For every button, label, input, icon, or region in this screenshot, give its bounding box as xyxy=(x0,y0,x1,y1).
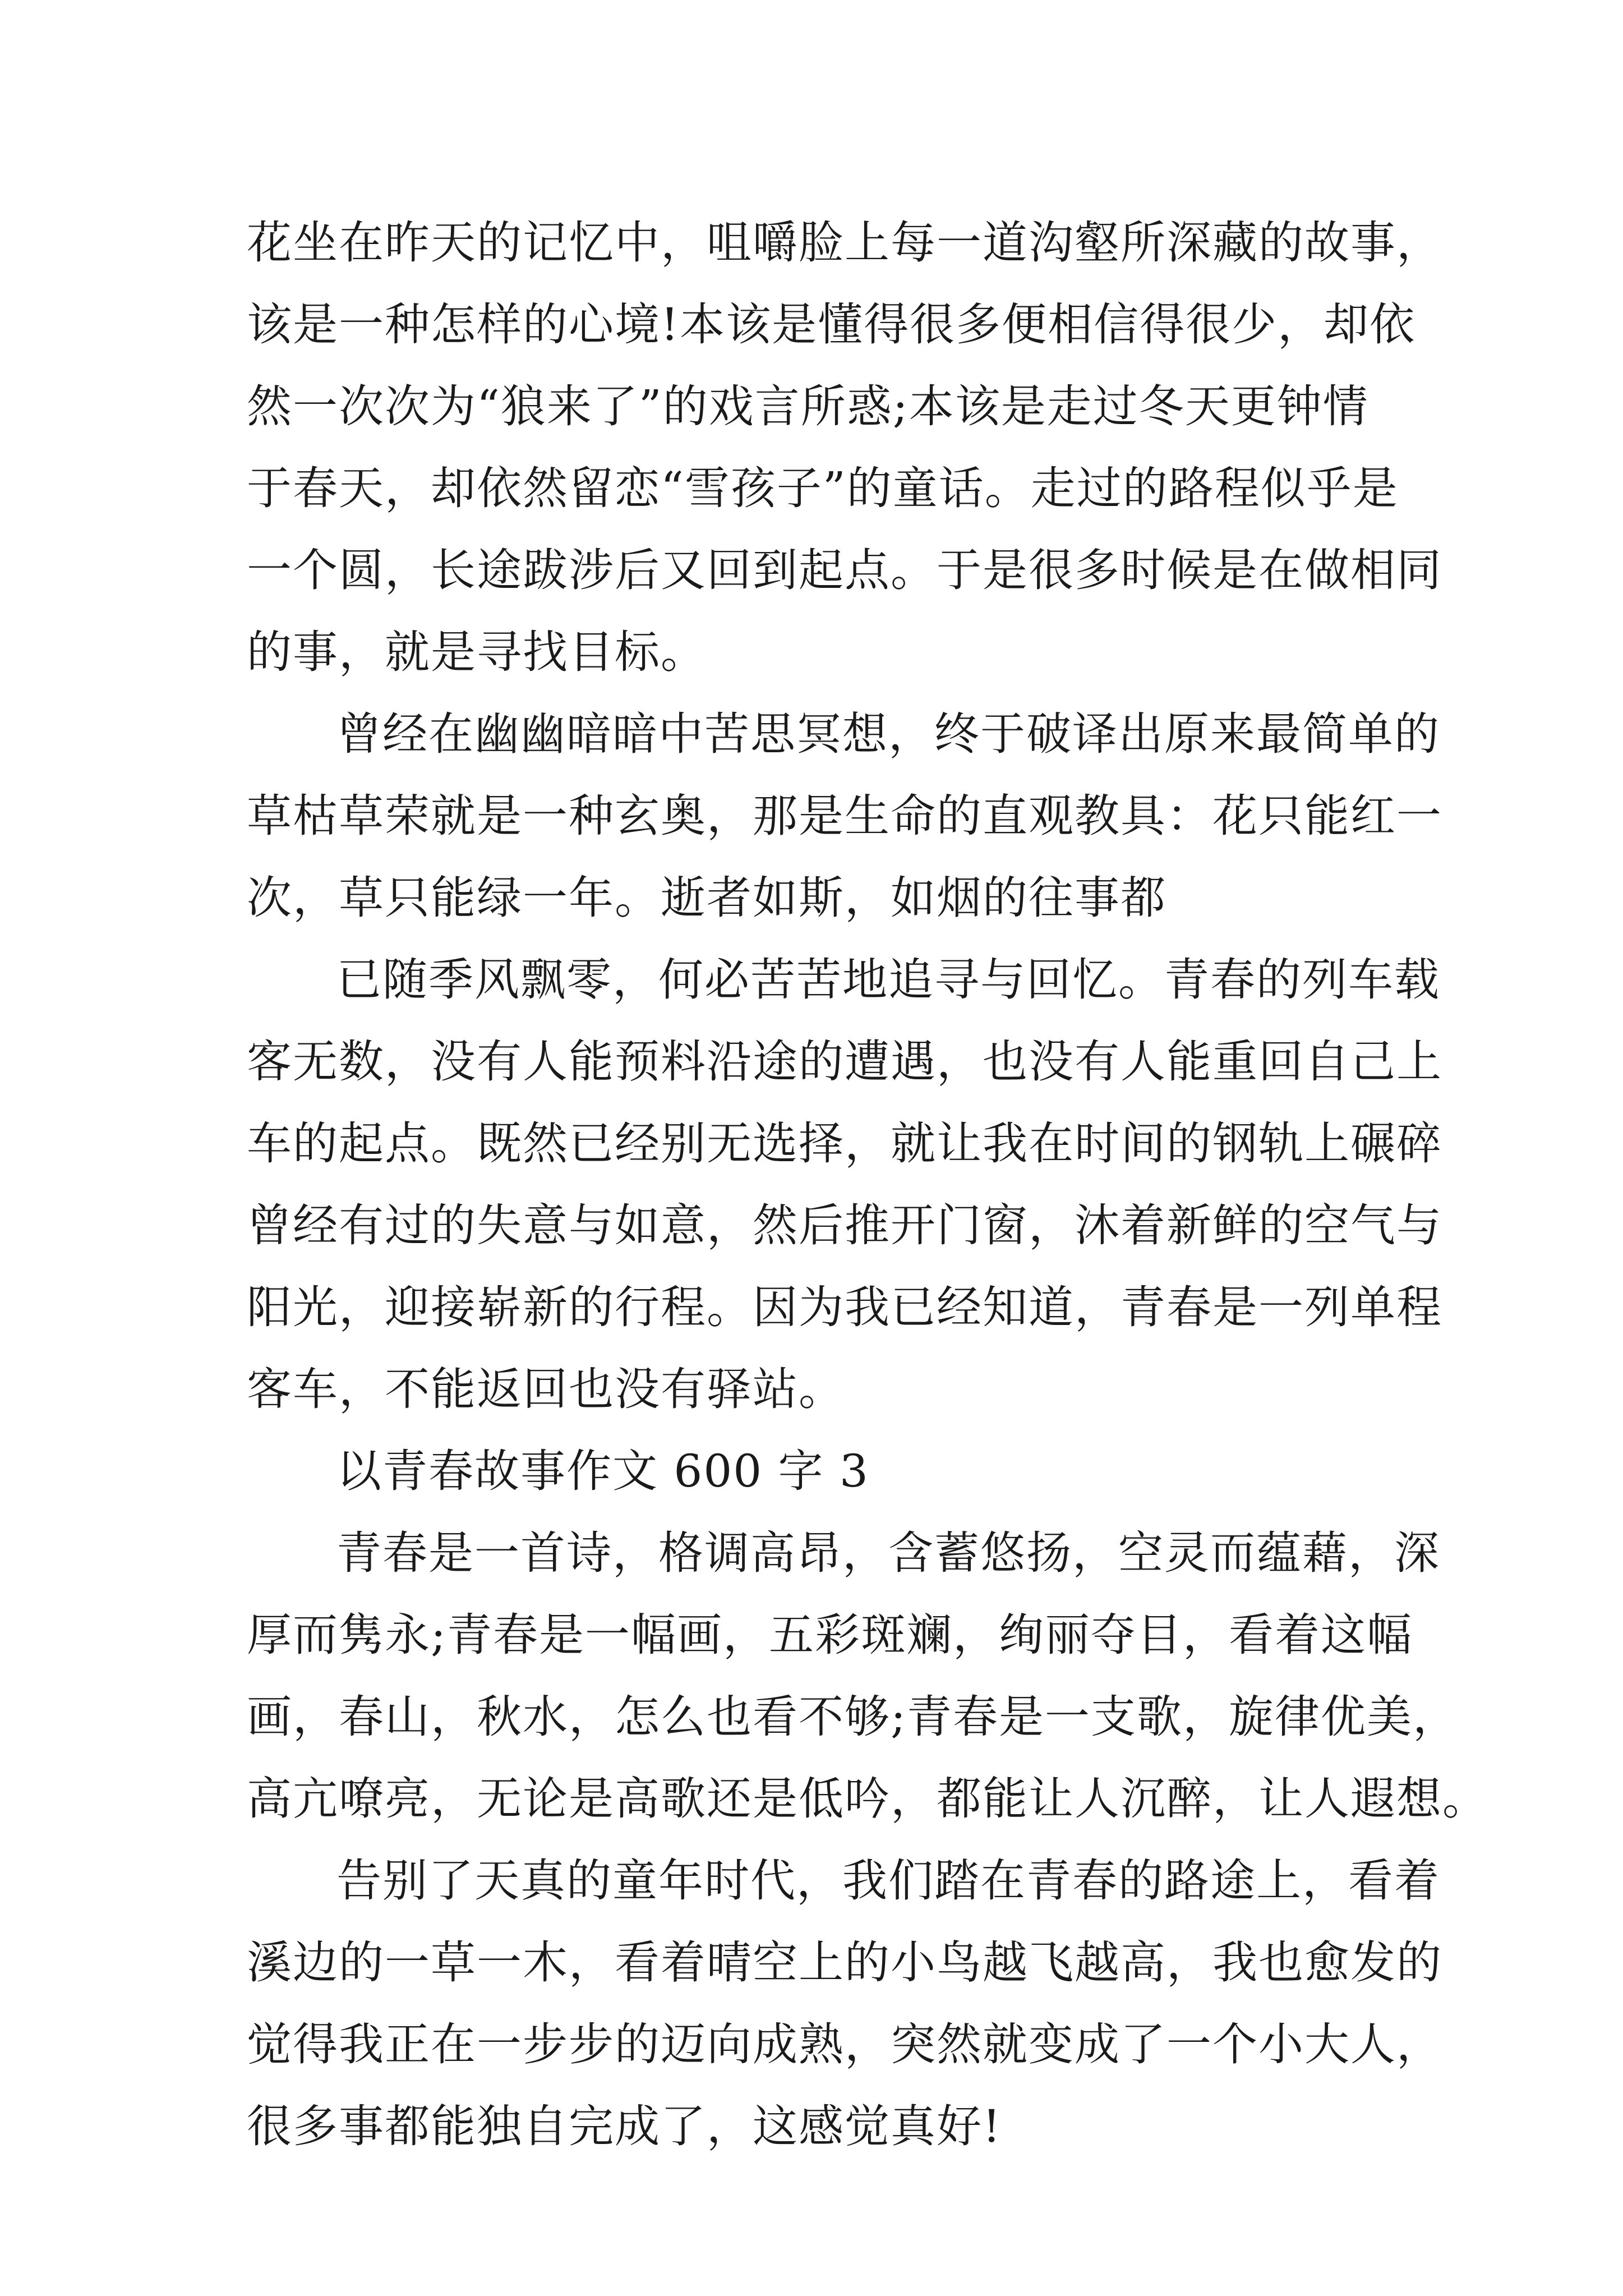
text-line: 高亢嘹亮，无论是高歌还是低吟，都能让人沉醉，让人遐想。 xyxy=(247,1773,1488,1825)
text-line: 画，春山，秋水，怎么也看不够;青春是一支歌，旋律优美， xyxy=(247,1691,1459,1743)
paragraph-first-line: 曾经在幽幽暗暗中苦思冥想，终于破译出原来最简单的 xyxy=(336,708,1440,760)
text-line: 次，草只能绿一年。逝者如斯，如烟的往事都 xyxy=(247,872,1166,924)
text-line: 然一次次为“狼来了”的戏言所惑;本该是走过冬天更钟情 xyxy=(247,380,1369,432)
text-line: 花坐在昨天的记忆中，咀嚼脸上每一道沟壑所深藏的故事， xyxy=(247,217,1442,269)
paragraph-first-line: 告别了天真的童年时代，我们踏在青春的路途上，看着 xyxy=(336,1855,1440,1907)
text-line: 厚而隽永;青春是一幅画，五彩斑斓，绚丽夺目，看着这幅 xyxy=(247,1609,1413,1661)
text-line: 的事，就是寻找目标。 xyxy=(247,626,707,678)
text-line: 车的起点。既然已经别无选择，就让我在时间的钢轨上碾碎 xyxy=(247,1117,1442,1170)
text-line: 很多事都能独自完成了，这感觉真好! xyxy=(247,2100,1002,2152)
text-line: 该是一种怎样的心境!本该是懂得很多便相信得很少，却依 xyxy=(247,298,1416,351)
text-line: 曾经有过的失意与如意，然后推开门窗，沐着新鲜的空气与 xyxy=(247,1199,1442,1251)
document-body xyxy=(247,202,1488,2168)
text-line: 草枯草荣就是一种玄奥，那是生命的直观教具：花只能红一 xyxy=(247,790,1442,842)
text-line: 阳光，迎接崭新的行程。因为我已经知道，青春是一列单程 xyxy=(247,1281,1442,1333)
paragraph-first-line: 青春是一首诗，格调高昂，含蓄悠扬，空灵而蕴藉，深 xyxy=(336,1527,1440,1579)
text-line: 客无数，没有人能预料沿途的遭遇，也没有人能重回自己上 xyxy=(247,1036,1442,1088)
section-heading: 以青春故事作文 600 字 3 xyxy=(336,1445,869,1497)
text-line: 于春天，却依然留恋“雪孩子”的童话。走过的路程似乎是 xyxy=(247,462,1399,514)
text-line: 溪边的一草一木，看着晴空上的小鸟越飞越高，我也愈发的 xyxy=(247,1936,1442,1989)
text-line: 一个圆，长途跋涉后又回到起点。于是很多时候是在做相同 xyxy=(247,544,1442,596)
paragraph-first-line: 已随季风飘零，何必苦苦地追寻与回忆。青春的列车载 xyxy=(336,954,1440,1006)
text-line: 客车，不能返回也没有驿站。 xyxy=(247,1363,845,1415)
text-line: 觉得我正在一步步的迈向成熟，突然就变成了一个小大人， xyxy=(247,2018,1442,2070)
